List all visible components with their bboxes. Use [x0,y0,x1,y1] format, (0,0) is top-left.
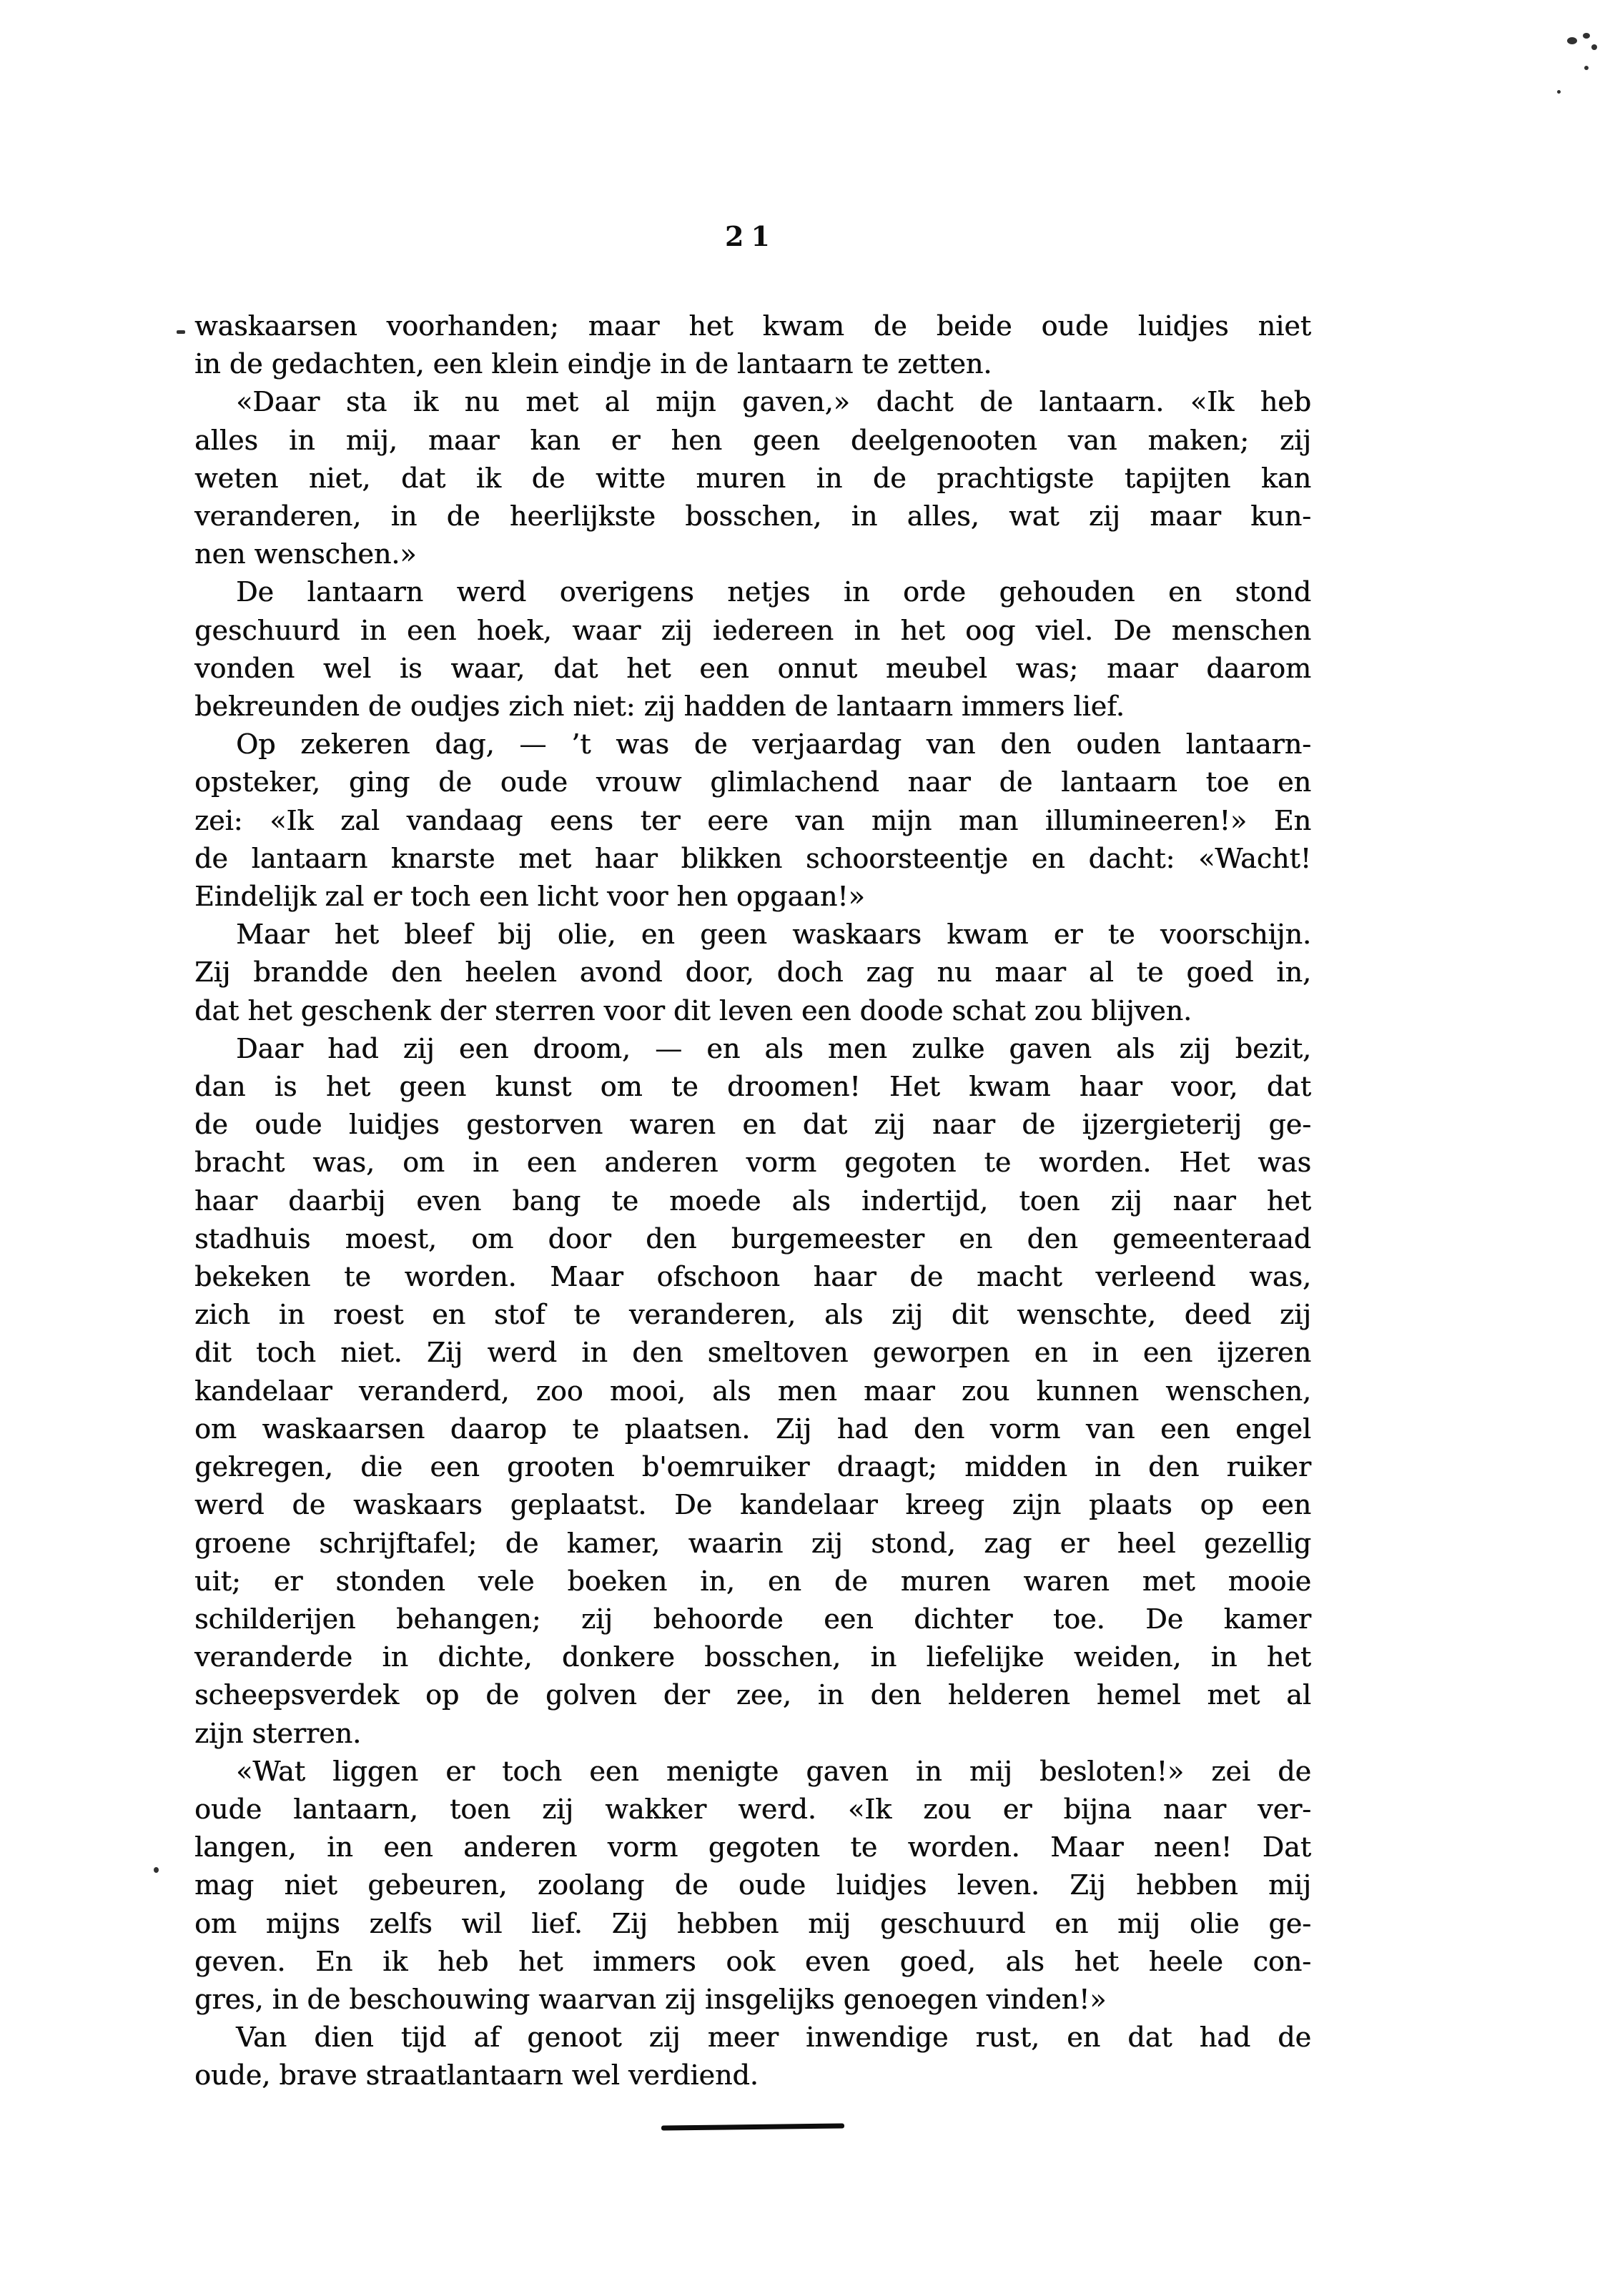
text-line: langen, in een anderen vorm gegoten te worden. Maar neen! Dat [194,1831,1311,1864]
text-line: stadhuis moest, om door den burgemeester en den gemeenteraad [194,1222,1311,1255]
text-line: in de gedachten, een klein eindje in de lantaarn te zetten. [194,348,992,380]
ink-speck [1584,66,1589,70]
text-line: Van dien tijd af genoot zij meer inwendige rust, en dat had de [236,2022,1311,2054]
ink-speck [154,1867,159,1873]
text-line: gekregen, die een grooten b'oemruiker draagt; midden in den ruiker [194,1451,1311,1483]
text-line: zijn sterren. [194,1717,362,1749]
text-line: de oude luidjes gestorven waren en dat zij naar de ijzergieterij ge- [194,1109,1311,1141]
text-line: weten niet, dat ik de witte muren in de prachtigste tapijten kan [194,462,1311,494]
ink-speck [1557,90,1561,94]
text-line: bracht was, om in een anderen vorm gegoten te worden. Het was [194,1147,1311,1179]
ink-speck [177,330,185,334]
paragraph [194,1030,1311,1753]
text-line: kandelaar veranderd, zoo mooi, als men maar zou kunnen wenschen, [194,1375,1311,1407]
text-line: «Daar sta ik nu met al mijn gaven,» dacht de lantaarn. «Ik heb [236,386,1311,418]
ink-speck [1583,33,1590,39]
text-line: veranderde in dichte, donkere bosschen, in liefelijke weiden, in het [194,1641,1311,1673]
text-line: schilderijen behangen; zij behoorde een dichter toe. De kamer [194,1603,1311,1635]
text-line: de lantaarn knarste met haar blikken schoorsteentje en dacht: «Wacht! [194,842,1311,874]
text-line: scheepsverdek op de golven der zee, in den helderen hemel met al [194,1679,1311,1711]
text-line: geven. En ik heb het immers ook even goed, als het heele con- [194,1945,1311,1977]
text-line: Maar het bleef bij olie, en geen waskaars kwam er te voorschijn. [236,919,1311,951]
text-line: Op zekeren dag, — ’t was de verjaardag van den ouden lantaarn- [236,728,1311,761]
text-line: dat het geschenk der sterren voor dit leven een doode schat zou blijven. [194,994,1192,1026]
text-line: werd de waskaars geplaatst. De kandelaar kreeg zijn plaats op een [194,1489,1311,1521]
end-rule [661,2123,844,2130]
text-line: waskaarsen voorhanden; maar het kwam de beide oude luidjes niet [194,310,1311,342]
text-line: haar daarbij even bang te moede als indertijd, toen zij naar het [194,1184,1311,1217]
ink-speck [1591,44,1597,50]
paragraph [194,573,1311,726]
text-line: opsteker, ging de oude vrouw glimlachend naar de lantaarn toe en [194,766,1311,798]
paragraph [194,916,1311,1030]
text-line: dan is het geen kunst om te droomen! Het kwam haar voor, dat [194,1071,1311,1103]
text-line: oude, brave straatlantaarn wel verdiend. [194,2059,759,2092]
paragraph [194,307,1311,383]
text-line: om waskaarsen daarop te plaatsen. Zij had den vorm van een engel [194,1412,1311,1445]
body-text [194,307,1311,2095]
text-line: zich in roest en stof te veranderen, als zij dit wenschte, deed zij [194,1299,1311,1331]
text-line: groene schrijftafel; de kamer, waarin zij stond, zag er heel gezellig [194,1527,1311,1559]
text-line: «Wat liggen er toch een menigte gaven in mij besloten!» zei de [236,1755,1311,1787]
text-line: Zij brandde den heelen avond door, doch zag nu maar al te goed in, [194,956,1311,989]
text-line: Eindelijk zal er toch een licht voor hen opgaan!» [194,881,865,913]
text-line: vonden wel is waar, dat het een onnut meubel was; maar daarom [194,652,1311,684]
ink-speck [1567,37,1577,44]
text-line: bekreunden de oudjes zich niet: zij hadden de lantaarn immers lief. [194,691,1125,723]
paragraph [194,1753,1311,2019]
text-line: om mijns zelfs wil lief. Zij hebben mij geschuurd en mij olie ge- [194,1907,1311,1939]
paragraph [194,383,1311,573]
text-line: mag niet gebeuren, zoolang de oude luidjes leven. Zij hebben mij [194,1869,1311,1901]
text-line: oude lantaarn, toen zij wakker werd. «Ik zou er bijna naar ver- [194,1793,1311,1825]
page-number: 21 [725,220,777,252]
paragraph [194,2019,1311,2094]
text-line: De lantaarn werd overigens netjes in orde gehouden en stond [236,576,1311,608]
text-line: gres, in de beschouwing waarvan zij insgelijks genoegen vinden!» [194,1983,1107,2015]
paragraph [194,726,1311,916]
text-line: dit toch niet. Zij werd in den smeltoven geworpen en in een ijzeren [194,1337,1311,1369]
text-line: bekeken te worden. Maar ofschoon haar de macht verleend was, [194,1261,1311,1293]
text-line: geschuurd in een hoek, waar zij iedereen in het oog viel. De menschen [194,614,1311,646]
text-line: veranderen, in de heerlijkste bosschen, in alles, wat zij maar kun- [194,500,1311,533]
text-line: alles in mij, maar kan er hen geen deelgenooten van maken; zij [194,424,1311,456]
text-line: Daar had zij een droom, — en als men zulke gaven als zij bezit, [236,1032,1311,1064]
text-line: zei: «Ik zal vandaag eens ter eere van mijn man illumineeren!» En [194,804,1311,836]
text-line: nen wenschen.» [194,538,417,570]
text-line: uit; er stonden vele boeken in, en de muren waren met mooie [194,1565,1311,1597]
